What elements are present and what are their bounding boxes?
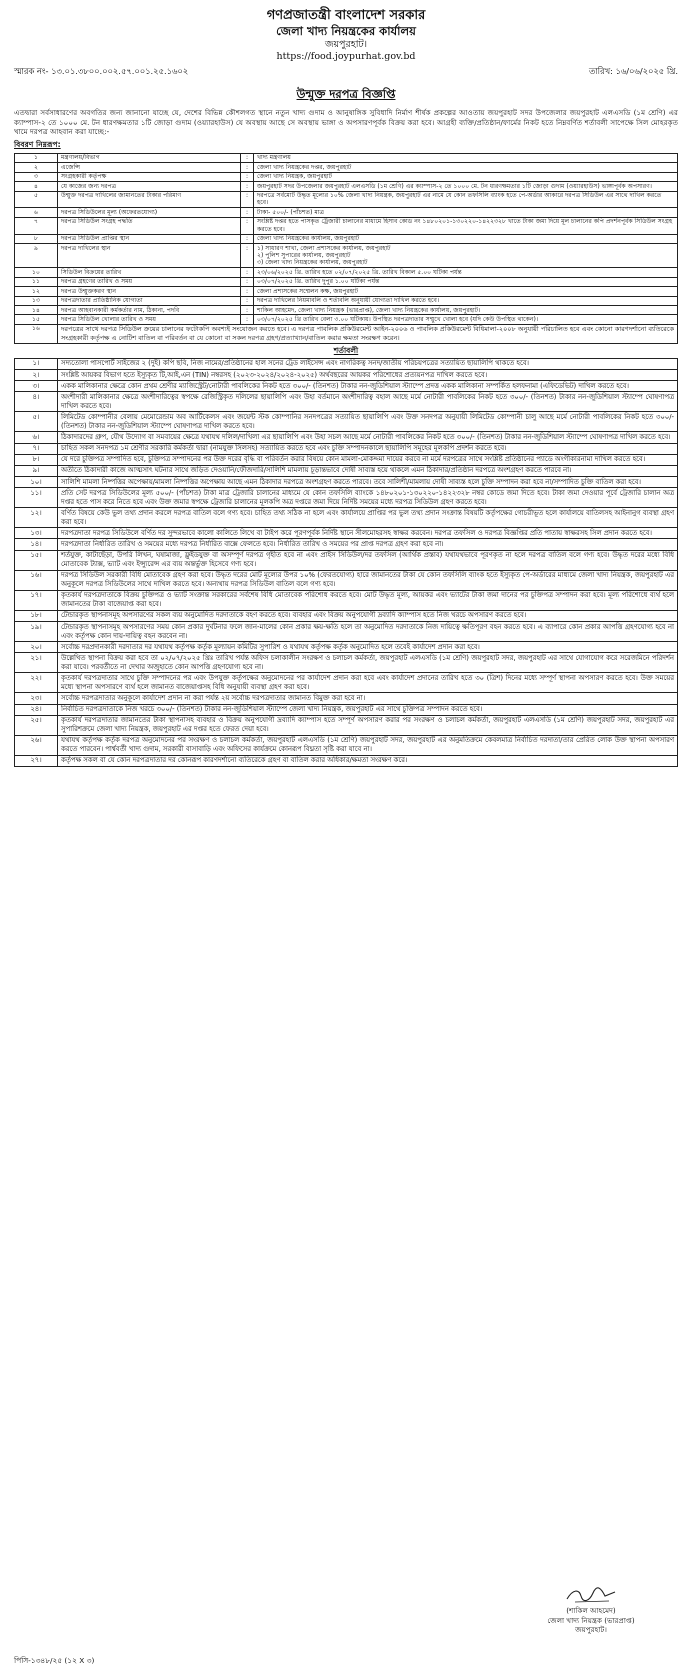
detail-row [15, 306, 678, 315]
term-row [15, 412, 678, 432]
detail-number: ১০ [15, 268, 58, 277]
term-number: ৫। [15, 412, 58, 432]
detail-label: দরপত্র সিডিউল সংগ্রহ পদ্ধতি [58, 217, 241, 234]
detail-row-16 [15, 324, 678, 343]
term-text: সদ্যতোলা পাসপোর্ট সাইজের ২ (দুই) কপি ছবি, নিজ নামের/প্রতিষ্ঠানের হাল সনের ট্রেড লাইসেন্স এবং নাগরিকত্ব সনদ/জাতীয় পরিচয়পত্রের সত্যায়িত ছায়ালিপি থাকতে হবে। [58, 358, 678, 369]
detail-number: ১ [15, 153, 58, 162]
detail-number: ১৫ [15, 315, 58, 324]
detail-label: দরপত্র সিডিউল খোলার তারিখ ও সময় [58, 315, 241, 324]
detail-row [15, 182, 678, 191]
term-number: ৩। [15, 381, 58, 392]
details-table [14, 153, 678, 344]
detail-colon: : [241, 163, 254, 172]
term-row [15, 443, 678, 454]
term-text: কৃতকার্য দরপত্রদাতার জামানতের টাকা স্থাপনাসহ ব্যবহার ও বিক্রয় অনুপযোগী দ্রব্যাদি ক্যাম্পাস হতে সম্পূর্ণ অপসারণ করার পর সংরক্ষণ ও চলাচল কর্মকর্তা, জয়পুরহাট এলএসডি (১ম শ্রেণি) জয়পুরহাট সদর, জয়পুরহাট এর সুপারিশক্রমে জেলা খাদ্য নিয়ন্ত্রক, জয়পুরহাট এর দপ্তর হতে ফেরত দেয়া হবে। [58, 715, 678, 735]
detail-colon: : [241, 287, 254, 296]
term-number: ১৪। [15, 539, 58, 550]
detail-value: টাকা- ৫০০/- (পাঁচশত) মাত্র [254, 208, 678, 217]
detail-label: দরপত্র সিডিউলের মূল্য (অফেরতযোগ্য) [58, 208, 241, 217]
term-text: যথাযথ কর্তৃপক্ষ কর্তৃক দরপত্র অনুমোদনের পর সংরক্ষণ ও চলাচল কর্মকর্তা, জয়পুরহাট এলএসডি (১ম শ্রেণি) জয়পুরহাট সদর, জয়পুরহাট এর অনুমতিক্রমে কেবলমাত্র নির্বাচিত দরদাতা/তার প্রেরিত লোক উক্ত স্থাপনা অপসারণ করতে পারবেন। পার্শ্ববর্তী খাদ্য গুদাম, সরকারী বাসাবাড়ি এবং অফিসের কার্যক্রমে কোনরূপ বিঘ্নতা সৃষ্টি করা যাবে না। [58, 735, 678, 755]
detail-label: দরপত্র দাখিলের স্থান [58, 244, 241, 268]
office-location: জয়পুরহাট। [324, 38, 368, 50]
term-number: ১১। [15, 488, 58, 508]
detail-colon: : [241, 217, 254, 234]
detail-label: এজেন্সি [58, 163, 241, 172]
term-text: সর্বোচ্চ দরপত্রদাতার অনুকূলে কার্যাদেশ প্রদান না করা পর্যন্ত ২য় সর্বোচ্চ দরপত্রদাতার জামানত বিমুক্ত করা হবে না। [58, 693, 678, 704]
detail-row [15, 163, 678, 172]
detail-value-line: ২) পুলিশ সুপারের কার্যালয়, জয়পুরহাট [257, 252, 351, 260]
detail-number: ৩ [15, 172, 58, 181]
signatory-place: জয়পুরহাট। [575, 1625, 607, 1635]
detail-label: দরপত্র উন্মুক্তকরণ স্থান [58, 287, 241, 296]
term-text: সংশ্লিষ্ট আয়কর বিভাগ হতে ইস্যুকৃত টি,আই,এন (TIN) নম্বরসহ (২০২৩-২০২৪/২০২৪-২০২৫) অর্থবছরের আয়কর পরিশোধের প্রত্যয়নপত্র দাখিল করতে হবে। [58, 369, 678, 380]
memo-number: স্মারক নং- ১৩.০১.৩৮০০.০০২.৫৭.০০১.২৫.১৬০২ [14, 66, 189, 77]
term-row [15, 465, 678, 476]
term-row [15, 381, 678, 392]
detail-row [15, 277, 678, 286]
detail-colon: : [241, 244, 254, 268]
term-number: ৮। [15, 454, 58, 465]
term-row [15, 610, 678, 621]
detail-number: ১২ [15, 287, 58, 296]
detail-value: ০৩/০৭/২০২৫ খ্রি তারিখ বেলা ৩.০০ ঘটিকায়। উপস্থিত দরপত্রদাতার সম্মুখে খোলা হবে (যদি কেউ উপস্থিত থাকেন)। [254, 315, 678, 324]
term-text: কর্তৃপক্ষ সকল বা যে কোন দরপত্রদাতার দর কোনরূপ কারণদর্শানো ব্যতিরেকে গ্রহণ বা বাতিল করার অধিকার/ক্ষমতা সংরক্ষণ করে। [58, 755, 678, 766]
detail-value: খাদ্য মন্ত্রণালয় [254, 153, 678, 162]
term-row [15, 621, 678, 641]
detail-colon: : [241, 182, 254, 191]
term-text: একক মালিকানার ক্ষেত্রে কোন প্রথম শ্রেণীর ম্যাজিস্ট্রেট/নোটারী পাবলিকের নিকট হতে ৩০০/- (তিনশত) টাকার নন-জুডিশিয়াল স্ট্যাম্পে প্রদত্ত একক মালিকানা সম্পর্কিত হলফনামা (এফিডেভিট) দাখিল করতে হবে। [58, 381, 678, 392]
detail-number: ৭ [15, 217, 58, 234]
term-text: দরপত্রদাতা নির্ধারিত তারিখ ও সময়ের মধ্যে দরপত্র নির্ধারিত বাক্সে ফেলতে হবে। নির্ধারিত তারিখ ও সময়ের পর প্রাপ্ত দরপত্র গ্রহণ করা হবে না। [58, 539, 678, 550]
term-number: ২৫। [15, 715, 58, 735]
term-text: টেন্ডারকৃত স্থাপনাসমূহ অপসারণের সকল ব্যয় অনুমোদিত দরদাতাকে বহণ করতে হবে। ব্যবহার এবং বিক্রয় অনুপযোগী দ্রব্যাদি ক্যাম্পাস হতে নিজ খরচে অপসারণ করতে হবে। [58, 610, 678, 621]
government-name: গণপ্রজাতন্ত্রী বাংলাদেশ সরকার [266, 8, 426, 23]
detail-row [15, 208, 678, 217]
detail-row [15, 296, 678, 305]
term-text: শর্তযুক্ত, কাটাছেঁড়া, উপরি লিখন, ঘষামাজা, ফ্লুইডযুক্ত বা অসম্পূর্ণ দরপত্র গৃহীত হবে না এবং প্রাইস সিডিউল/দর তফসিল (আর্থিক প্রস্তাব) যথাযথভাবে পূরণকৃত না হলে দরপত্র বাতিল বলে গণ্য হবে। উদ্ধৃত দরের মধ্যে বিধি মোতাবেক ট্যাক্স, ভ্যাট এবং ইন্স্যুরেন্স এর ব্যয় অন্তর্ভুক্ত হিসেবে গণ্য হবে। [58, 550, 678, 570]
detail-row [15, 234, 678, 243]
detail-label: দরপত্র আহবানকারী কর্মকর্তার নাম, ঠিকানা, পদবি [58, 306, 241, 315]
detail-value: জয়পুরহাট সদর উপজেলার জয়পুরহাট এলএসডি (১ম শ্রেণি) এর ক্যাম্পাস-২ তে ১০০০ মে. টন ধারণক্ষমতার ১টি জোড়া গুদাম (ওয়্যারহাউস) ভাঙ্গাপূর্বক অপসারণ। [254, 182, 678, 191]
term-row [15, 735, 678, 755]
detail-label: মন্ত্রণালয়/বিভাগ [58, 153, 241, 162]
term-text: কৃতকার্য দরপত্রদাতার সাথে চুক্তি সম্পাদনের পর এবং উপযুক্ত কর্তৃপক্ষের অনুমোদনের পর কার্যাদেশ প্রদান করা হবে এবং কার্যাদেশ প্রদানের তারিখ হতে ৩০ (ত্রিশ) দিনের মধ্যে সম্পূর্ণ স্থাপনা অপসারণ করতে হবে। উক্ত সময়ের মধ্যে স্থাপনা অপসারণে ব্যর্থ হলে জামানত বাজেয়াপ্তসহ বিধি অনুযায়ী ব্যবস্থা গ্রহণ করা হবে। [58, 673, 678, 693]
term-number: ২০। [15, 642, 58, 653]
signatory-designation: জেলা খাদ্য নিয়ন্ত্রক (ভারপ্রাপ্ত) [547, 1615, 635, 1625]
office-website[interactable]: https://food.joypurhat.gov.bd [276, 50, 416, 62]
detail-row [15, 191, 678, 208]
term-number: ১৫। [15, 550, 58, 570]
term-number: ১৭। [15, 590, 58, 610]
term-text: যে দরে চুক্তিপত্র সম্পাদিত হবে, চুক্তিপত্র সম্পাদনের পর উক্ত দরের বৃদ্ধি বা পরিবর্তন করার বিষয়ে কোন মামলা-মোকদ্দমা দায়ের করবে না মর্মে দরপত্রের সাথে সংশ্লিষ্ট প্রতিষ্ঠানের প্যাডে অংগীকারনামা দাখিল করতে হবে। [58, 454, 678, 465]
term-number: ১৮। [15, 610, 58, 621]
term-text: উল্লেখিত স্থাপনা বিক্রয় করা হবে তা ০২/০৭/২০২৫ খ্রিঃ তারিখ পর্যন্ত অফিস চলাকালীন সংরক্ষণ ও চলাচল কর্মকর্তা, জয়পুরহাট এলএসডি (১ম শ্রেণি) জয়পুরহাট সদর, জয়পুরহাট এর সাথে যোগাযোগ করে সরেজমিনে পরিদর্শন করা যাবে। পরবর্তীতে না দেখার অজুহাতে কোন আপত্তি গ্রহণযোগ্য হবে না। [58, 653, 678, 673]
detail-value: জেলা খাদ্য নিয়ন্ত্রক, জয়পুরহাট [254, 172, 678, 181]
office-name: জেলা খাদ্য নিয়ন্ত্রকের কার্যালয় [276, 24, 416, 39]
term-text: নির্বাচিত দরপত্রদাতাকে নিজ খরচে ৩০০/- (তিনশত) টাকার নন-জুডিশিয়াল স্ট্যাম্পে জেলা খাদ্য নিয়ন্ত্রক, জয়পুরহাট এর সাথে চুক্তিপত্র সম্পাদন করতে হবে। [58, 704, 678, 715]
term-number: ৬। [15, 432, 58, 443]
detail-number: ৮ [15, 234, 58, 243]
detail-row [15, 315, 678, 324]
detail-label: সিডিউল বিক্রয়ের তারিখ [58, 268, 241, 277]
detail-value: ২৩/০৬/২০২৫ খ্রি. তারিখ হতে ০২/০৭/২০২৫ খ্রি. তারিখ বিকাল ৫.০০ ঘটিকা পর্যন্ত [254, 268, 678, 277]
term-number: ১। [15, 358, 58, 369]
term-row [15, 528, 678, 539]
detail-colon: : [241, 191, 254, 208]
term-number: ২৬। [15, 735, 58, 755]
terms-heading: শর্তাবলী [333, 345, 359, 355]
term-number: ১৩। [15, 528, 58, 539]
detail-row [15, 153, 678, 162]
term-text: অংশীদারী মালিকানার ক্ষেত্রে অংশীদারিত্বের স্বপক্ষে রেজিস্ট্রিকৃত দলিলের ছায়ালিপি এবং উহা বর্তমানে অংশীদারিত্ব বহাল আছে মর্মে নোটারী পাবলিকের নিকট হতে ৩০০/- (তিনশত) টাকার নন-জুডিশিয়াল স্ট্যাম্পে ঘোষণাপত্র দাখিল করতে হবে। [58, 392, 678, 412]
detail-colon: : [241, 315, 254, 324]
term-number: ২৩। [15, 693, 58, 704]
memo-row [14, 65, 678, 79]
detail-value: দরপত্র দাখিলের নিয়মাবলি ও শর্তাবলি অনুযায়ী যোগ্যতা দাখিল করতে হবে। [254, 296, 678, 305]
detail-colon: : [241, 296, 254, 305]
detail-number: ১৬ [15, 324, 58, 343]
term-number: ৪। [15, 392, 58, 412]
detail-number: ১৩ [15, 296, 58, 305]
term-row [15, 755, 678, 766]
detail-value: জেলা খাদ্য নিয়ন্ত্রকের দপ্তর, জয়পুরহাট [254, 163, 678, 172]
detail-number: ১১ [15, 277, 58, 286]
detail-number: ৬ [15, 208, 58, 217]
detail-value: জেলা প্রশাসকের সম্মেলন কক্ষ, জয়পুরহাট [254, 287, 678, 296]
term-number: ১৯। [15, 621, 58, 641]
term-number: ২৭। [15, 755, 58, 766]
term-row [15, 476, 678, 487]
term-text: চাহিত সকল সনদপত্র ১ম শ্রেণীর সরকারি কর্মকর্তা দ্বারা (নামযুক্ত সিলসহ) সত্যায়িত করতে হবে এবং চুক্তি সম্পাদনকালে ছায়ালিপি সমূহের মূলকপি প্রদর্শন করতে হবে। [58, 443, 678, 454]
term-row [15, 673, 678, 693]
details-heading: বিবরণ নিম্নরূপ: [14, 139, 61, 149]
detail-label: যে কাজের জন্য দরপত্র [58, 182, 241, 191]
term-text: ঠিকাদারদের গ্রুপ, যৌথ উদ্যোগ বা সমবায়ের ক্ষেত্রে যথাযথ দলিল/দাখিলা এর ছায়ালিপি এবং উহা সচল আছে মর্মে নোটারী পাবলিকের নিকট হতে ৩০০/- (তিনশত) টাকার নন-জুডিশিয়াল স্ট্যাম্পে ঘোষণাপত্র দাখিল করতে হবে। [58, 432, 678, 443]
detail-number: ৯ [15, 244, 58, 268]
term-text: দরপত্রদাতা দরপত্র সিডিউলে বর্ণিত দর সুন্দরভাবে কালো কালিতে লিখে বা টাইপ করে পূরণপূর্বক নির্দিষ্ট স্থানে সীলমোহরসহ স্বাক্ষর করবেন। দরপত্র তফসিল ও দরপত্র বিজ্ঞপ্তির প্রতি পাতায় স্বাক্ষরসহ সিল প্রদান করতে হবে। [58, 528, 678, 539]
term-row [15, 454, 678, 465]
term-row [15, 358, 678, 369]
term-text: বর্ণিত বিষয়ে কেউ ভুল তথ্য প্রদান করলে দরপত্র বাতিল বলে গণ্য হবে। চাহিত তথ্য সঠিক না হলে এবং কার্যালয়ে প্রাপ্তির পর ভুল তথ্য প্রদান সংক্রান্ত বিষয়টি কর্তৃপক্ষের গোচরীভূত হলে কার্যালয়ে বাতিলসহ আইনানুগ ব্যবস্থা গ্রহণ করা হবে। [58, 508, 678, 528]
detail-value-line: ৩) জেলা খাদ্য নিয়ন্ত্রকের কার্যালয়, জয়পুরহাট [257, 259, 368, 267]
signatory-name: (শাকিল আহমেদ) [566, 1606, 616, 1615]
detail-colon: : [241, 153, 254, 162]
term-row [15, 550, 678, 570]
term-row [15, 570, 678, 590]
term-text: দরপত্র সিডিউল সরকারী বিধি মোতাবেক গ্রহণ করা হবে। উদ্ধৃত দরের মোট মূল্যের উপর ১০% (ফেরতযোগ্য) হারে জামানতের টাকা যে কোন তফসিলি ব্যাংক হতে ইস্যুকৃত পে-অর্ডারের মাধ্যমে জেলা খাদ্য নিয়ন্ত্রক, জয়পুরহাট এর অনুকূলে দরপত্র সিডিউলের সাথে দাখিল করতে হবে। অন্যথায় দরপত্র সিডিউল বাতিল বলে গণ্য হবে। [58, 570, 678, 590]
term-text: লিমিটেড কোম্পানীর বেলায় মেমোরেন্ডাম অব আর্টিকেলস এবং জয়েন্ট স্টক কোম্পানির সনদপত্রের সত্যায়িত ছায়ালিপি এবং উক্ত সনদপত্র অনুযায়ী লিমিটেড কোম্পানী চালু আছে মর্মে নোটারী পাবলিকের নিকট হতে ৩০০/- (তিনশত) টাকার নন-জুডিশিয়াল স্ট্যাম্পে ঘোষণাপত্র দাখিল করতে হবে। [58, 412, 678, 432]
detail-label: দরপত্র গ্রহণের তারিখ ও সময় [58, 277, 241, 286]
term-text: টেন্ডারকৃত স্থাপনাসমূহ অপসারণের সময় কোন প্রকার দুর্ঘটনার ফলে জান-মালের কোন প্রকার ক্ষয়-ক্ষতি হলে তা অনুমোদিত দরদাতাকে নিজ দায়িত্বে ক্ষতিপূরণ বহন করতে হবে। এ ব্যাপারে কোন প্রকার আপত্তি গ্রহণযোগ্য হবে না এবং কর্তৃপক্ষ কোন দায়-দায়িত্ব বহন করবেন না। [58, 621, 678, 641]
term-row [15, 693, 678, 704]
detail-label: দরপত্র সিডিউল প্রাপ্তির স্থান [58, 234, 241, 243]
term-number: ২১। [15, 653, 58, 673]
term-row [15, 704, 678, 715]
term-text: সালিশি মামলা নিষ্পত্তির অপেক্ষায়/মামলা নিষ্পত্তির অপেক্ষায় আছে এমন ঠিকাদার দরপত্রে অংশগ্রহণ করতে পারবে। তবে সালিশী/মামলায় দোষী সাব্যস্ত হলে চুক্তি সম্পাদন করা হবে না/সম্পাদিত চুক্তি বাতিল করা হবে। [58, 476, 678, 487]
term-number: ৭। [15, 443, 58, 454]
detail-note: দরপত্রের সাথে দরপত্র সিডিউল ক্রয়ের চালানের ফটোকপি অবশ্যই সংযোজন করতে হবে। এ দরপত্র পাবলিক প্রকিউরমেন্ট আইন-২০০৬ ও পাবলিক প্রকিউরমেন্ট বিধিমালা-২০০৮ অনুযায়ী পরিচালিত হবে এবং কোনো কারণদর্শানো ব্যতিরেকে সংগ্রহকারী কর্তৃপক্ষ এ নোটিশ বাতিল বা পরিবর্তন বা যে কোনো বা সকল দরপত্র গ্রহণ/প্রত্যাখ্যান/বাতিল করার ক্ষমতা সংরক্ষণ করেন। [58, 324, 678, 343]
letterhead [14, 8, 678, 62]
notice-intro: এতদ্বারা সর্বসাধারণের অবগতির জন্য জানানো যাচ্ছে যে, দেশের বিভিন্ন কৌশলগত স্থানে নতুন খাদ্য গুদাম ও আনুষাঙ্গিক সুবিধাদি নির্মাণ শীর্ষক প্রকল্পের আওতায় জয়পুরহাট সদর উপজেলার জয়পুরহাট এলএসডি (১ম শ্রেণি) এর ক্যাম্পাস-২ তে ১০০০ মে. টন ধারণক্ষমতার ১টি জোড়া গুদাম (ওয়্যারহাউস) যে অবস্থায় আছে সে অবস্থায় ভাঙ্গা ও অপসারণপূর্বক বিক্রয় করা হবে। আগ্রহী ব্যক্তি/প্রতিষ্ঠান/ফার্মের নিকট হতে নিম্নবর্ণিত শর্তাবলী সাপেক্ষে সিল মোহরকৃত খামে দরপত্র আহবান করা যাচ্ছে:- [14, 108, 678, 137]
detail-colon: : [241, 268, 254, 277]
detail-row [15, 244, 678, 268]
term-number: ৯। [15, 465, 58, 476]
detail-colon: : [241, 306, 254, 315]
term-text: অতীতে ঠিকাদারী কাজে আত্মসাৎ ঘটনার সাথে জড়িত দেওয়ানি/ফৌজদারি/সালিশি মামলায় চূড়ান্তভাবে দোষী সাব্যস্ত হয়ে থাকলে এমন ঠিকাদার/প্রতিষ্ঠান দরপত্রে অংশগ্রহণ করতে পারবে না। [58, 465, 678, 476]
detail-number: ৪ [15, 182, 58, 191]
term-text: কৃতকার্য দরপত্রদাতাকে বিক্রয় চুক্তিপত্র ও ভ্যাট সংক্রান্ত সরকারের সর্বশেষ বিধি মোতাবেক পরিশোধ করতে হবে। মোট উদ্ধৃত মূল্য, আয়কর এবং ভ্যাটের টাকা জমা দানের পর চুক্তিপত্র সম্পাদন করা হবে। মূল্য পরিশোধে ব্যর্থ হলে জামানতের টাকা বাজেয়াপ্ত করা হবে। [58, 590, 678, 610]
detail-colon: : [241, 208, 254, 217]
term-row [15, 508, 678, 528]
detail-row [15, 268, 678, 277]
memo-date: তারিখ: ১৬/০৬/২০২৫ খ্রি. [589, 66, 678, 77]
detail-value: সংশ্লিষ্ট দপ্তর হতে পাসকৃত ট্রেজারী চালানের মাধ্যমে হিসাব কোড নং ১৪৮০২০১-১৩০২২০-১৪২২৩২৮ খাতে টাকা জমা দিয়ে মূল চালানের কপি প্রদর্শনপূর্বক সিডিউল সংগ্রহ করতে হবে। [254, 217, 678, 234]
term-number: ১০। [15, 476, 58, 487]
term-text: প্রতি সেট দরপত্র সিডিউলের মূল্য ৫০০/- (পাঁচশত) টাকা মাত্র ট্রেজারি চালানের মাধ্যমে যে কোন তফসিলি ব্যাংকে ১৪৮০২০১-১৩০২২০-১৪২২৩২৮ নম্বর কোডে জমা দিতে হবে। টাকা জমা দেওয়ার পূর্বে ট্রেজারি চালান অত্র দপ্তর হতে পাস করে নিতে হবে এবং উক্ত জমার স্বপক্ষে ট্রেজারি চালানের মূলকপি অত্র দপ্তরে জমা দিয়ে নির্দিষ্ট সময়ের মধ্যে দরপত্র সিডিউল গ্রহণ করতে হবে। [58, 488, 678, 508]
detail-colon: : [241, 172, 254, 181]
term-number: ২২। [15, 673, 58, 693]
term-text: সর্বোচ্চ দরপ্রদানকারী দরদাতার দর যথাযথ কর্তৃপক্ষ কর্তৃক মূল্যায়ন কমিটির সুপারিশ ও যথাযথ কর্তৃপক্ষ কর্তৃক অনুমোদিত হলে তবেই কার্যাদেশ প্রদান করা হবে। [58, 642, 678, 653]
signature-mark [561, 1584, 621, 1606]
term-row [15, 642, 678, 653]
detail-row [15, 217, 678, 234]
detail-colon: : [241, 234, 254, 243]
term-row [15, 369, 678, 380]
detail-value: দরপত্রে সর্বমোট উদ্ধৃত মূল্যের ১০% জেলা খাদ্য নিয়ন্ত্রক, জয়পুরহাট এর নামে যে কোন তফসিলি ব্যাংক হতে পে-অর্ডার আকারে দরপত্র সিডিউল এর সাথে দাখিল করতে হবে। [254, 191, 678, 208]
term-row [15, 715, 678, 735]
term-row [15, 653, 678, 673]
detail-number: ২ [15, 163, 58, 172]
detail-label: উন্মুক্ত দরপত্র দাখিলের জামানতের টাকার পরিমাণ [58, 191, 241, 208]
term-row [15, 392, 678, 412]
term-number: ২। [15, 369, 58, 380]
publication-code: পিসি-১৩৪৮/২৫ (১২ X ৩) [14, 1656, 95, 1665]
detail-label: সংগ্রহকারী কর্তৃপক্ষ [58, 172, 241, 181]
detail-value-line: ১) সাধারণ শাখা, জেলা প্রশাসকের কার্যালয়, জয়পুরহাট [257, 244, 391, 252]
detail-label: দরপত্রদাতার প্রাতিষ্ঠানিক যোগ্যতা [58, 296, 241, 305]
term-row [15, 590, 678, 610]
detail-row [15, 172, 678, 181]
notice-title: উন্মুক্ত দরপত্র বিজ্ঞপ্তি [296, 87, 396, 102]
terms-table [14, 358, 678, 767]
detail-row [15, 287, 678, 296]
detail-value: জেলা খাদ্য নিয়ন্ত্রকের কার্যালয়, জয়পুরহাট [254, 234, 678, 243]
detail-number: ৫ [15, 191, 58, 208]
detail-colon: : [241, 277, 254, 286]
term-number: ১৬। [15, 570, 58, 590]
signature-block [516, 1584, 666, 1635]
term-row [15, 488, 678, 508]
term-row [15, 432, 678, 443]
term-number: ২৪। [15, 704, 58, 715]
term-number: ১২। [15, 508, 58, 528]
detail-value [254, 244, 678, 268]
detail-value: শাকিল আহমেদ, জেলা খাদ্য নিয়ন্ত্রক (ভারপ্রাপ্ত), জেলা খাদ্য নিয়ন্ত্রকের কার্যালয়, জয়পুরহাট। [254, 306, 678, 315]
detail-number: ১৪ [15, 306, 58, 315]
detail-value: ০৩/০৭/২০২৫ খ্রি. তারিখ দুপুর ১.০০ ঘটিকা পর্যন্ত [254, 277, 678, 286]
term-row [15, 539, 678, 550]
